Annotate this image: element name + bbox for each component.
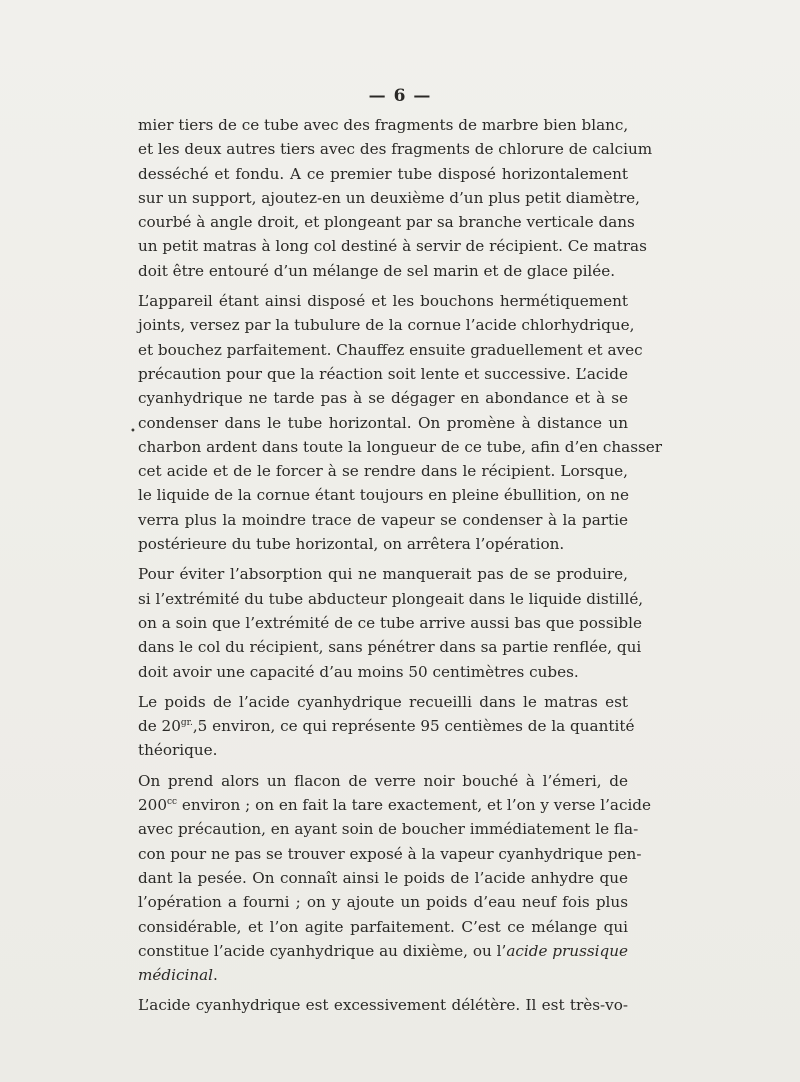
paragraph-1 [138,113,653,283]
text-line: L’acide cyanhydrique est excessivement délétère. Il est très-vo- [138,996,628,1015]
text-line [138,963,628,987]
text-line [138,714,635,738]
page-number: — 6 — [368,86,432,106]
italic-term: médicinal [138,966,214,985]
text-line: et les deux autres tiers avec des fragments de chlorure de calcium [138,140,653,159]
text-line: le liquide de la cornue étant toujours en pleine ébullition, on ne [138,486,629,505]
volume-unit: cc [167,796,178,807]
italic-term: acide prussique [506,941,629,960]
text-line: l’opération a fourni ; on y ajoute un poids d’eau neuf fois plus [138,893,628,912]
text-line: considérable, et l’on agite parfaitement. C’est ce mélange qui [138,917,628,936]
text-line: dant la pesée. On connaît ainsi le poids de l’acide anhydre que [138,868,628,887]
text-line: doit être entouré d’un mélange de sel marin et de glace pilée. [138,261,616,280]
volume-suffix: environ ; on en fait la tare exactement, et l’on y verse l’acide [177,796,652,815]
text-line [138,793,652,817]
text-line: con pour ne pas se trouver exposé à la vapeur cyanhydrique pen- [138,844,642,863]
text-line [138,939,628,963]
text-line: dans le col du récipient, sans pénétrer dans sa partie renflée, qui [138,638,642,657]
text-line: cet acide et de le forcer à se rendre dans le récipient. Lorsque, [138,462,628,481]
text-line: cyanhydrique ne tarde pas à se dégager en abondance et à se [138,389,628,408]
text-line: théorique. [138,741,218,760]
text-line: on a soin que l’extrémité de ce tube arrive aussi bas que possible [138,613,642,632]
paragraph-6 [138,993,628,1017]
text-line: doit avoir une capacité d’au moins 50 centimètres cubes. [138,662,579,681]
text-line: postérieure du tube horizontal, on arrêtera l’opération. [138,535,565,554]
text-line: mier tiers de ce tube avec des fragments de marbre bien blanc, [138,116,629,134]
text-line: L’appareil étant ainsi disposé et les bouchons hermétiquement [138,292,628,311]
text-line: Pour éviter l’absorption qui ne manquerait pas de se produire, [138,565,628,584]
final-prefix: constitue l’acide cyanhydrique au dixième, ou l’ [138,941,507,960]
text-line: Le poids de l’acide cyanhydrique recueilli dans le matras est [138,692,628,711]
body-text [138,113,663,1018]
text-line: un petit matras à long col destiné à servir de récipient. Ce matras [138,237,647,256]
volume-prefix: 200 [138,796,167,815]
text-line: sur un support, ajoutez-en un deuxième d’un plus petit diamètre, [138,188,640,207]
text-line: desséché et fondu. A ce premier tube disposé horizontalement [138,164,628,183]
text-line: On prend alors un flacon de verre noir bouché à l’émeri, de [138,771,628,790]
paragraph-3 [138,562,644,683]
text-line: joints, versez par la tubulure de la cornue l’acide chlorhydrique, [138,316,635,335]
text-line: verra plus la moindre trace de vapeur se condenser à la partie [138,510,628,529]
text-line: avec précaution, en ayant soin de boucher immédiatement le fla- [138,820,639,839]
text-line: courbé à angle droit, et plongeant par sa branche verticale dans [138,213,635,232]
text-line: et bouchez parfaitement. Chauffez ensuite graduellement et avec [138,340,643,359]
text-line: condenser dans le tube horizontal. On promène à distance un [138,413,628,432]
paragraph-5 [138,769,652,988]
paragraph-2 [138,289,663,556]
text-line: précaution pour que la réaction soit lente et successive. L’acide [138,364,628,383]
paragraph-4 [138,690,635,763]
text-line: si l’extrémité du tube abducteur plongeait dans le liquide distillé, [138,589,644,608]
weight-prefix: de 20 [138,717,181,736]
text-line: charbon ardent dans toute la longueur de ce tube, afin d’en chasser [138,437,663,456]
final-suffix: . [213,966,218,985]
weight-unit: gr. [180,718,193,729]
weight-suffix: ,5 environ, ce qui représente 95 centièmes de la quantité [192,717,635,736]
stray-mark: • [130,426,136,437]
